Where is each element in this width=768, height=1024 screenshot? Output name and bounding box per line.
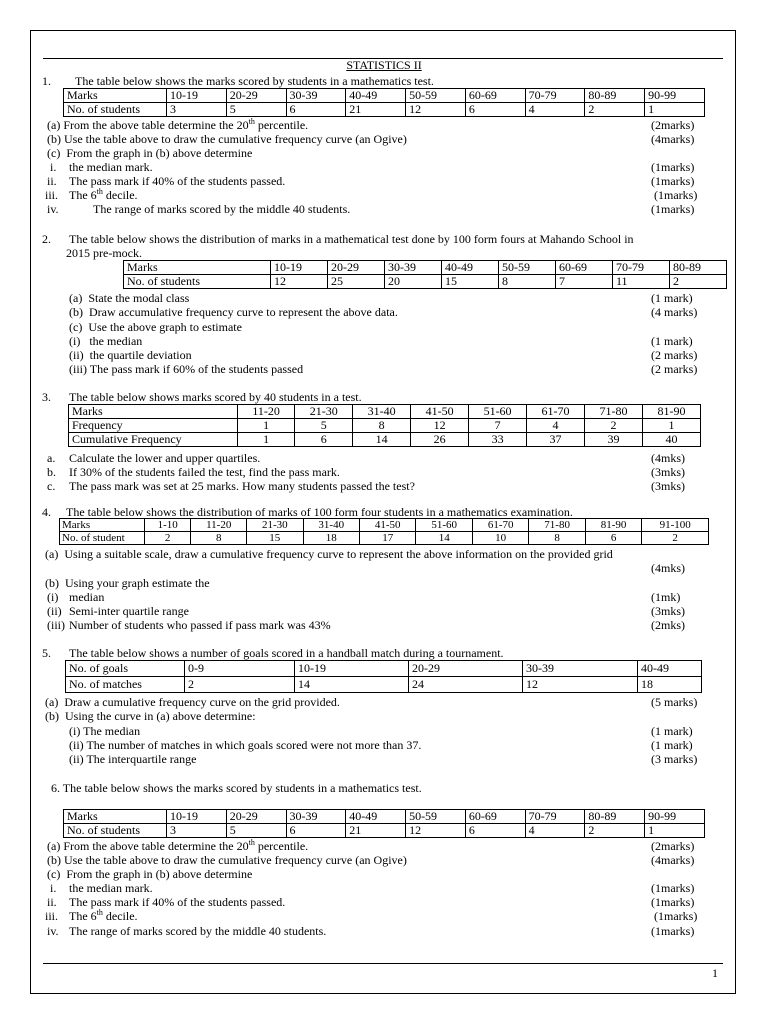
question-2-stem-line-2: 2015 pre-mock. xyxy=(66,246,142,260)
marks-label: (4marks) xyxy=(651,132,695,146)
item-text: the median xyxy=(89,334,143,348)
question-6-item-b xyxy=(47,853,407,867)
item-label: (a) xyxy=(69,291,83,305)
marks-label: (1 mark) xyxy=(651,724,693,738)
table-cell: 20-29 xyxy=(328,261,385,275)
item-label: i. xyxy=(50,160,57,174)
table-cell: 0-9 xyxy=(185,661,295,677)
table-cell: 60-69 xyxy=(465,89,525,103)
marks-label: (1marks) xyxy=(651,881,695,895)
question-2-item-i xyxy=(69,334,142,348)
question-6-item-ii: ii. xyxy=(47,895,57,909)
item-text: median xyxy=(69,590,105,604)
table-cell: 8 xyxy=(191,532,247,545)
item-label: (iii) xyxy=(69,362,87,376)
table-row xyxy=(69,433,701,447)
marks-label: (1marks) xyxy=(651,202,695,216)
question-4-item-ii: (ii) xyxy=(47,604,62,618)
table-cell: 11-20 xyxy=(191,519,247,532)
question-4-item-iii: (iii) xyxy=(47,618,65,632)
table-cell: 10 xyxy=(472,532,528,545)
table-cell: 2 xyxy=(585,824,645,838)
item-text xyxy=(69,909,138,923)
question-2-item-b xyxy=(69,305,398,319)
marks-label: (3mks) xyxy=(651,604,685,618)
table-cell: 6 xyxy=(465,103,525,117)
item-text: Use the table above to draw the cumulative frequency curve (an Ogive) xyxy=(64,132,407,146)
item-label: (b) xyxy=(45,709,59,723)
marks-label: (4mks) xyxy=(651,561,685,575)
item-text: decile. xyxy=(102,188,138,202)
superscript: th xyxy=(96,908,103,917)
item-text: The 6 xyxy=(69,909,97,923)
marks-label: (1marks) xyxy=(651,924,695,938)
table-cell: 12 xyxy=(406,103,466,117)
item-label: iii. xyxy=(45,188,59,202)
marks-label: (1 mark) xyxy=(651,291,693,305)
question-6-item-iii: iii. xyxy=(45,909,59,923)
item-text: Use the table above to draw the cumulative frequency curve (an Ogive) xyxy=(64,853,407,867)
item-text: The range of marks scored by the middle 40 students. xyxy=(69,924,327,938)
question-3-number: 3. xyxy=(42,390,51,404)
marks-label: (2 marks) xyxy=(651,362,698,376)
item-text: State the modal class xyxy=(88,291,190,305)
table-cell: 11-20 xyxy=(238,405,295,419)
table-row xyxy=(66,677,702,693)
item-label: (b) xyxy=(47,132,61,146)
table-cell: 40-49 xyxy=(442,261,499,275)
table-cell: 40 xyxy=(642,433,700,447)
table-row xyxy=(66,661,702,677)
table-cell: 81-90 xyxy=(585,519,641,532)
question-4-item-a xyxy=(45,547,613,561)
item-text: decile. xyxy=(102,909,138,923)
table-cell: 70-79 xyxy=(525,810,585,824)
table-cell: 91-100 xyxy=(642,519,709,532)
table-cell: 30-39 xyxy=(523,661,638,677)
marks-label: (1marks) xyxy=(651,895,695,909)
table-cell: 70-79 xyxy=(613,261,670,275)
table-row xyxy=(124,275,727,289)
item-text: The pass mark if 40% of the students passed. xyxy=(69,895,286,909)
table-cell: Marks xyxy=(60,519,145,532)
table-cell: 30-39 xyxy=(385,261,442,275)
table-cell: 6 xyxy=(585,532,641,545)
question-5-table xyxy=(65,660,702,693)
item-text: The 6 xyxy=(69,188,97,202)
question-5-item-iii xyxy=(69,752,196,766)
table-cell: 7 xyxy=(469,419,527,433)
table-cell: 14 xyxy=(416,532,472,545)
table-cell: 31-40 xyxy=(303,519,359,532)
item-label: (a) xyxy=(47,839,61,853)
item-text: percentile. xyxy=(254,118,309,132)
table-cell: 40-49 xyxy=(346,89,406,103)
item-label: (b) xyxy=(45,576,59,590)
table-cell: 39 xyxy=(585,433,643,447)
table-cell: 18 xyxy=(303,532,359,545)
question-2-item-a xyxy=(69,291,189,305)
table-cell: 50-59 xyxy=(499,261,556,275)
table-cell: 50-59 xyxy=(406,810,466,824)
marks-label: (1marks) xyxy=(654,909,698,923)
item-text: Draw a cumulative frequency curve on the grid provided. xyxy=(64,695,340,709)
marks-label: (1mk) xyxy=(651,590,681,604)
table-cell: 3 xyxy=(167,824,227,838)
marks-label: (4 marks) xyxy=(651,305,698,319)
question-6-item-a xyxy=(47,839,308,853)
table-cell: 8 xyxy=(353,419,411,433)
table-cell: No. of student xyxy=(60,532,145,545)
item-label: (b) xyxy=(69,305,83,319)
table-cell: 26 xyxy=(411,433,469,447)
table-cell: 8 xyxy=(529,532,585,545)
question-5-number: 5. xyxy=(42,646,51,660)
table-cell: 2 xyxy=(145,532,191,545)
question-1-table xyxy=(63,88,705,117)
table-cell: 20-29 xyxy=(226,89,286,103)
question-1-item-ii xyxy=(47,174,57,188)
item-text xyxy=(69,188,138,202)
question-4-stem: The table below shows the distribution of marks of 100 form four students in a mathematics examination. xyxy=(66,505,573,519)
question-6-item-c xyxy=(47,867,252,881)
item-text: The number of matches in which goals scored were not more than 37. xyxy=(86,738,422,752)
marks-label: (1 mark) xyxy=(651,334,693,348)
marks-label: (5 marks) xyxy=(651,695,698,709)
table-cell: 20 xyxy=(385,275,442,289)
marks-label: (1marks) xyxy=(651,174,695,188)
item-text: The pass mark if 40% of the students passed. xyxy=(69,174,286,188)
table-cell: 11 xyxy=(613,275,670,289)
item-text: Number of students who passed if pass mark was 43% xyxy=(69,618,331,632)
item-text: Using the curve in (a) above determine: xyxy=(65,709,256,723)
question-3-item-a: a. xyxy=(47,451,56,465)
item-label: (a) xyxy=(45,695,59,709)
table-row xyxy=(69,419,701,433)
marks-label: (2mks) xyxy=(651,618,685,632)
table-cell: 60-69 xyxy=(465,810,525,824)
table-row xyxy=(60,519,709,532)
table-cell: 18 xyxy=(638,677,702,693)
marks-label: (2marks) xyxy=(651,118,695,132)
marks-label: (1marks) xyxy=(651,160,695,174)
table-cell: 1 xyxy=(238,419,295,433)
item-text: The range of marks scored by the middle 40 students. xyxy=(93,202,351,216)
table-row xyxy=(60,532,709,545)
question-2-number: 2. xyxy=(42,232,51,246)
question-1-item-iv xyxy=(47,202,59,216)
table-cell: 2 xyxy=(642,532,709,545)
item-text: From the graph in (b) above determine xyxy=(66,146,253,160)
item-text: Using your graph estimate the xyxy=(65,576,210,590)
item-text: Using a suitable scale, draw a cumulative frequency curve to represent the above information on the provided grid xyxy=(64,547,613,561)
table-cell: 10-19 xyxy=(271,261,328,275)
question-1-number: 1. xyxy=(42,74,51,88)
table-cell: Cumulative Frequency xyxy=(69,433,238,447)
question-6-item-iv: iv. xyxy=(47,924,59,938)
table-cell: 14 xyxy=(353,433,411,447)
marks-label: (1marks) xyxy=(654,188,698,202)
table-cell: 12 xyxy=(271,275,328,289)
item-text: The pass mark was set at 25 marks. How many students passed the test? xyxy=(69,479,415,493)
table-cell: 80-89 xyxy=(585,810,645,824)
table-cell: 14 xyxy=(295,677,409,693)
table-cell: 51-60 xyxy=(469,405,527,419)
item-label: (b) xyxy=(47,853,61,867)
table-cell: 90-99 xyxy=(645,810,705,824)
superscript: th xyxy=(248,838,255,847)
item-text: the quartile deviation xyxy=(89,348,192,362)
question-5-item-a xyxy=(45,695,340,709)
table-cell: 21-30 xyxy=(295,405,353,419)
table-cell: 4 xyxy=(525,824,585,838)
item-label: (c) xyxy=(69,320,83,334)
table-cell: 50-59 xyxy=(406,89,466,103)
item-text: Draw accumulative frequency curve to represent the above data. xyxy=(89,305,398,319)
table-cell: 2 xyxy=(585,419,643,433)
item-text: Use the above graph to estimate xyxy=(88,320,242,334)
item-label: iv. xyxy=(47,202,59,216)
question-5-item-i xyxy=(69,724,140,738)
table-row xyxy=(64,103,705,117)
table-cell: 4 xyxy=(527,419,585,433)
table-cell: Frequency xyxy=(69,419,238,433)
table-cell: 6 xyxy=(465,824,525,838)
table-cell: 90-99 xyxy=(645,89,705,103)
table-cell: Marks xyxy=(64,810,167,824)
table-cell: 4 xyxy=(525,103,585,117)
table-cell: 10-19 xyxy=(295,661,409,677)
table-cell: 1-10 xyxy=(145,519,191,532)
item-label: (c) xyxy=(47,867,61,881)
page-number: 1 xyxy=(712,966,718,980)
item-label: (i) xyxy=(69,724,81,738)
item-text: the median mark. xyxy=(69,160,153,174)
question-5-item-ii xyxy=(69,738,421,752)
table-cell: 21-30 xyxy=(247,519,303,532)
item-text: From the above table determine the 20 xyxy=(63,839,249,853)
item-label: (ii) xyxy=(69,348,84,362)
table-cell: 37 xyxy=(527,433,585,447)
question-3-item-b: b. xyxy=(47,465,56,479)
marks-label: (2marks) xyxy=(651,839,695,853)
table-cell: 6 xyxy=(295,433,353,447)
item-text: From the above table determine the 20 xyxy=(63,118,249,132)
item-label: (i) xyxy=(69,334,81,348)
marks-label: (2 marks) xyxy=(651,348,698,362)
item-label: ii. xyxy=(47,174,57,188)
item-text: If 30% of the students failed the test, find the pass mark. xyxy=(69,465,340,479)
question-1-item-c xyxy=(47,146,252,160)
table-cell: 21 xyxy=(346,103,406,117)
question-1-item-i xyxy=(50,160,56,174)
table-cell: 81-90 xyxy=(642,405,700,419)
question-2-item-c xyxy=(69,320,242,334)
item-text: Calculate the lower and upper quartiles. xyxy=(69,451,261,465)
table-cell: 51-60 xyxy=(416,519,472,532)
table-cell: 3 xyxy=(167,103,227,117)
table-cell: 21 xyxy=(346,824,406,838)
table-cell: No. of matches xyxy=(66,677,185,693)
item-text: percentile. xyxy=(254,839,309,853)
table-cell: 41-50 xyxy=(360,519,416,532)
table-cell: 20-29 xyxy=(226,810,286,824)
item-text: the median mark. xyxy=(69,881,153,895)
table-cell: 2 xyxy=(585,103,645,117)
table-cell: 1 xyxy=(642,419,700,433)
question-2-item-iii xyxy=(69,362,303,376)
table-cell: 15 xyxy=(247,532,303,545)
marks-label: (3mks) xyxy=(651,479,685,493)
marks-label: (4marks) xyxy=(651,853,695,867)
table-cell: 12 xyxy=(523,677,638,693)
table-cell: 70-79 xyxy=(525,89,585,103)
table-row xyxy=(64,89,705,103)
question-4-item-i: (i) xyxy=(47,590,59,604)
table-cell: 80-89 xyxy=(670,261,727,275)
table-cell: 8 xyxy=(499,275,556,289)
question-6-item-i: i. xyxy=(50,881,57,895)
table-row xyxy=(69,405,701,419)
table-cell: 61-70 xyxy=(527,405,585,419)
table-cell: 6 xyxy=(286,824,346,838)
table-row xyxy=(64,810,705,824)
question-3-item-c: c. xyxy=(47,479,56,493)
table-cell: 2 xyxy=(670,275,727,289)
table-cell: Marks xyxy=(69,405,238,419)
table-cell: Marks xyxy=(124,261,271,275)
table-cell: 80-89 xyxy=(585,89,645,103)
table-cell: 17 xyxy=(360,532,416,545)
question-2-table xyxy=(123,260,727,289)
table-row xyxy=(64,824,705,838)
table-cell: 61-70 xyxy=(472,519,528,532)
table-cell: 7 xyxy=(556,275,613,289)
table-cell: 10-19 xyxy=(167,810,227,824)
table-cell: 5 xyxy=(295,419,353,433)
question-4-item-b xyxy=(45,576,210,590)
table-cell: 5 xyxy=(226,824,286,838)
marks-label: (1 mark) xyxy=(651,738,693,752)
table-cell: No. of students xyxy=(124,275,271,289)
question-4-table xyxy=(59,518,709,545)
item-text: The pass mark if 60% of the students passed xyxy=(89,362,304,376)
table-cell: 31-40 xyxy=(353,405,411,419)
table-cell: No. of goals xyxy=(66,661,185,677)
table-cell: 60-69 xyxy=(556,261,613,275)
table-cell: No. of students xyxy=(64,824,167,838)
item-label: (a) xyxy=(47,118,61,132)
table-cell: 30-39 xyxy=(286,89,346,103)
item-text: Semi-inter quartile range xyxy=(69,604,189,618)
question-5-stem: The table below shows a number of goals scored in a handball match during a tournament. xyxy=(69,646,504,660)
table-row xyxy=(124,261,727,275)
question-1-item-b xyxy=(47,132,407,146)
question-5-item-b xyxy=(45,709,256,723)
table-cell: Marks xyxy=(64,89,167,103)
item-label: (ii) xyxy=(69,752,84,766)
table-cell: 20-29 xyxy=(409,661,523,677)
table-cell: 1 xyxy=(645,103,705,117)
table-cell: 12 xyxy=(411,419,469,433)
table-cell: 71-80 xyxy=(585,405,643,419)
item-label: (a) xyxy=(45,547,59,561)
table-cell: 1 xyxy=(645,824,705,838)
item-text: The interquartile range xyxy=(86,752,197,766)
item-label: (ii) xyxy=(69,738,84,752)
table-cell: 10-19 xyxy=(167,89,227,103)
table-cell: 6 xyxy=(286,103,346,117)
item-text: The median xyxy=(83,724,141,738)
table-cell: 40-49 xyxy=(638,661,702,677)
table-cell: 30-39 xyxy=(286,810,346,824)
table-cell: 2 xyxy=(185,677,295,693)
question-3-table xyxy=(68,404,701,447)
table-cell: 12 xyxy=(406,824,466,838)
question-1-item-iii xyxy=(45,188,58,202)
table-cell: 5 xyxy=(226,103,286,117)
question-6-stem: 6. The table below shows the marks scored by students in a mathematics test. xyxy=(51,781,422,795)
question-1-stem: The table below shows the marks scored by students in a mathematics test. xyxy=(75,74,434,88)
superscript: th xyxy=(248,117,255,126)
table-cell: 71-80 xyxy=(529,519,585,532)
table-cell: 1 xyxy=(238,433,295,447)
marks-label: (4mks) xyxy=(651,451,685,465)
marks-label: (3mks) xyxy=(651,465,685,479)
table-cell: 40-49 xyxy=(346,810,406,824)
question-2-stem-line-1: The table below shows the distribution of marks in a mathematical test done by 100 form fours at Mahando School in xyxy=(69,232,634,246)
item-label: (c) xyxy=(47,146,61,160)
table-cell: 33 xyxy=(469,433,527,447)
question-2-item-ii xyxy=(69,348,192,362)
question-1-item-a xyxy=(47,118,308,132)
question-6-table xyxy=(63,809,705,838)
table-cell: 41-50 xyxy=(411,405,469,419)
table-cell: 15 xyxy=(442,275,499,289)
superscript: th xyxy=(96,187,103,196)
item-text: From the graph in (b) above determine xyxy=(66,867,253,881)
question-3-stem: The table below shows marks scored by 40 students in a test. xyxy=(69,390,362,404)
table-cell: 24 xyxy=(409,677,523,693)
page-title: STATISTICS II xyxy=(346,58,422,72)
footer-rule xyxy=(43,963,723,964)
question-4-number: 4. xyxy=(42,505,51,519)
marks-label: (3 marks) xyxy=(651,752,698,766)
table-cell: 25 xyxy=(328,275,385,289)
table-cell: No. of students xyxy=(64,103,167,117)
